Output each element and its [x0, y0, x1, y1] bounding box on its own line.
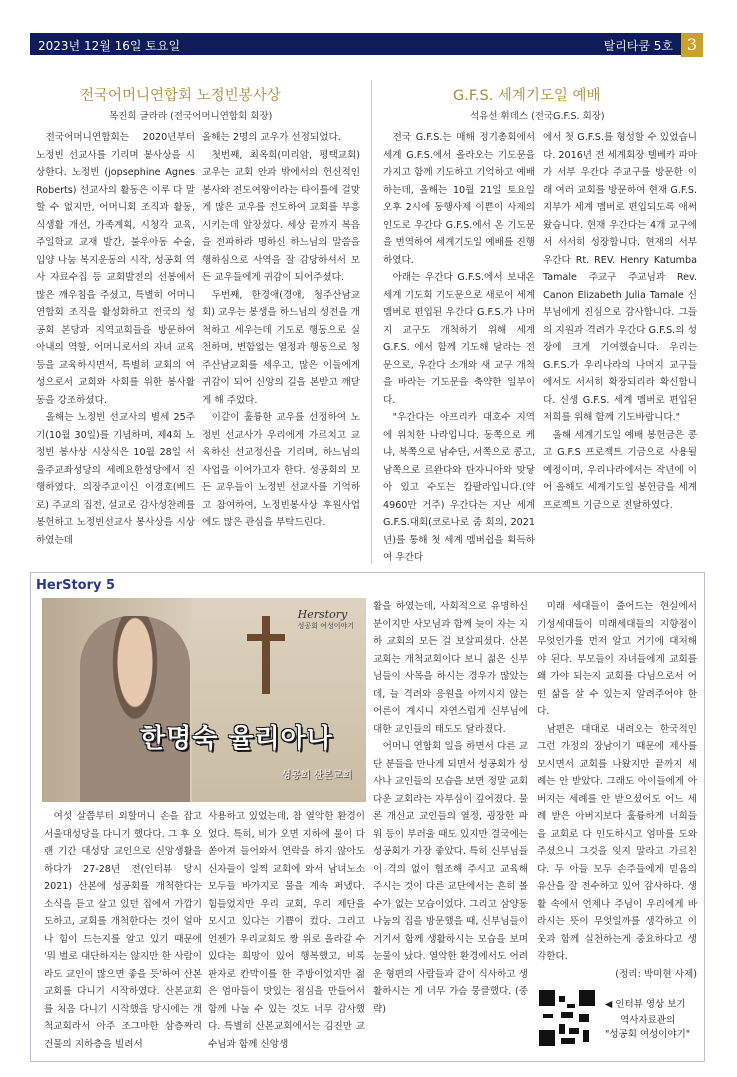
paragraph: 여섯 살쯤부터 외할머니 손을 잡고 서울대성당을 다니기 했다다. 그 후 오랜 기간 대성당 교인으로 신앙생활을 하다가 27-28년 전(인터뷰 당시 2021) 산본에 성공회를 개척한다는 소식을 듣고 살고 있던 집에서 가깝기도하고, 교회를 개척한다는 것이 얼마나 힘이 드는지를 알고 있기 때문에 '뭐 벌로 대단하지는 않지만 한 사람이라도 교인이 많으면 좋을 듯'하여 산본교회를 다니기 시작하였다. 산본교회를 처음 다니기 시작했을 당시에는 개척교회라서 아주 조그마한 삼층짜리 건물의 지하층을 빌려서 — [44, 811, 202, 1050]
herstory-column-3 — [373, 598, 528, 1018]
article1-title: 전국어머니연합회 노정빈봉사상 — [80, 88, 281, 104]
article2-column-1 — [383, 129, 535, 567]
interviewee-name: 한명숙 율리아나 — [140, 724, 333, 754]
paragraph: 전국어머니연합회는 2020년부터 노정빈 선교사를 기리며 봉사상을 시상한다. 노정빈 (jopsephine Agnes Roberts) 선교사의 활동은 이루 다 말할 수 없지만, 어머니회 조직과 활동, 식생활 개선, 가족계획, 시청각 교육, 주일학교 교재 발간, 불우아동 수술, 입양 나눔 복지운동의 시작, 성공회 역사 자료수집 등 교회발전의 선봉에서 많은 깨우침을 주셨고, 특별히 어머니연합회 조직을 활성화하고 전국의 성공회 본당과 지역교회들을 방문하여 아내의 역할, 어머니로서의 자녀 교육 등을 교육하시면서, 특별히 교회의 여성으로서 교회와 사회를 위한 봉사활동을 강조하셨다. — [36, 132, 195, 406]
paragraph: 에서 첫 G.F.S.를 형성할 수 있었습니다. 2016년 전 세계회장 텔베카 파마가 서부 우간다 주교구를 방문한 이래 여러 교회를 방문하여 현재 G.F.S.지부가 세계 멤버로 편입되도록 애써왔습니다. 현재 우간다는 4개 교구에서 서서히 성장합니다. 현재의 서부 우간다 Rt. REV. Henry Katumba Tamale 주교구 주교님과 Rev. Canon Elizabeth Julia Tamale 신부님에게 진심으로 감사합니다. 그들의 지원과 격려가 우간다 G.F.S.의 성장에 크게 기여했습니다. 우리는 G.F.S.가 우리나라의 나머지 교구들에서도 서서히 확장되리라 확신합니다. 신생 G.F.S. 세계 멤버로 편입된 저희를 위해 함께 기도바랍니다." — [543, 132, 697, 423]
paragraph: 첫번째, 최옥희(미리암, 평택교회) 교우는 교회 안과 밖에서의 헌신적인 봉사와 전도여왕이라는 타이틀에 걸맞게 많은 교우를 전도하여 교회를 부흥시키는데 앞장섰다. 세상 끝까지 복음을 전파하라 명하신 하느님의 말씀을 행하심으로 사역을 잘 감당하셔서 모든 교우들에게 귀감이 되어주셨다. — [202, 149, 360, 283]
newsletter-issue: 탈리타쿰 5호 — [603, 39, 673, 53]
article2-byline: 석유선 휘데스 (전국G.F.S. 회장) — [470, 111, 605, 122]
column-divider — [371, 80, 372, 564]
page-number: 3 — [681, 33, 703, 57]
interview-photo — [42, 598, 366, 802]
cross-bar — [247, 634, 285, 641]
paragraph: 남편은 대대로 내려오는 한국적인 그런 가정의 장남이기 때문에 제사를 모시면서 교회를 나왔지만 끝까지 세례는 안 받았다. 그래도 아이들에게 아버지는 세례를 안 받으셨어도 어느 세례 받은 아버지보다 훌륭하게 너희들을 교회로 다 인도하시고 엄마를 도와주셨으니 그것을 잊지 말라고 가르친다. 두 아들 모두 손주들에게 믿음의 유산을 잘 전수하고 있어 감사하다. 생활 속에서 언제나 주님이 우리에게 바라시는 뜻이 무엇일까를 생각하고 이웃과 함께 실천하는게 중요하다고 생각한다. — [537, 723, 697, 962]
qr-code[interactable] — [539, 990, 595, 1046]
article2-title: G.F.S. 세계기도일 예배 — [453, 88, 601, 104]
herstory-label: HerStory 5 — [36, 578, 116, 593]
paragraph: 올해 세계기도일 예배 봉헌금은 콩고 G.F.S 프로젝트 기금으로 사용될 예정이며, 우리나라에서는 작년에 이어 올해도 세계기도일 봉헌금을 세계 프로젝트 기금으로 전달하였다. — [543, 429, 697, 511]
archive-line-2: "성공회 여성이야기" — [605, 1029, 691, 1040]
herstory-column-4 — [537, 598, 697, 983]
herstory-column-1 — [44, 808, 202, 1053]
paragraph: 두번째, 한경애(경애, 청주산남교회) 교우는 봉생을 하느님의 성전을 개척하고 세우는데 기도로 행동으로 실천하며, 변함없는 열정과 행동으로 청주산남교회를 세우고, 많은 이들에게 귀감이 되어 신앙의 길을 본받고 깨닫게 해 주었다. — [202, 289, 361, 406]
portrait-figure — [80, 616, 190, 802]
interview-video-link[interactable]: ◀ 인터뷰 영상 보기 — [605, 999, 686, 1010]
article2-column-2 — [543, 129, 697, 514]
paragraph: 미래 세대들이 줄어드는 현실에서 기성세대들이 미래세대들의 지향점이 무엇인가를 먼저 알고 거기에 대처해야 된다. 부모들이 자녀들에게 교회를 왜 가야 되는지 교회를 다님으로서 어떤 삶을 살 수 있는지 알려주어야 한다. — [537, 601, 697, 717]
paragraph: 이같이 훌륭한 교우를 선정하여 노정빈 선교사가 우리에게 가르치고 교육하신 선교정신을 기리며, 하느님의 사업을 이어가고자 한다. 성공회의 모든 교우들이 노정빈 선교사를 기억하고 참여하여, 노정빈봉사상 후원사업에도 많은 관심을 부탁드린다. — [202, 412, 360, 528]
logo-subtitle: 성공회 여성이야기 — [297, 622, 354, 630]
cross-icon — [262, 616, 270, 694]
issue-date: 2023년 12월 16일 토요일 — [38, 39, 181, 53]
paragraph: 올해는 노정빈 선교사의 별세 25주기(10월 30일)를 기념하며, 제4회 노정빈 봉사상 시상식은 10월 28일 서울주교좌성당의 세례요한성당에서 진행하였다. 의장주교이신 이경호(베드로) 주교의 집전, 설교로 감사성찬례를 봉헌하고 노정빈선교사 봉사상을 시상하였는데 — [36, 412, 195, 546]
herstory-column-2 — [208, 808, 365, 1053]
herstory-logo — [298, 608, 354, 631]
paragraph: 전국 G.F.S.는 매해 정기총회에서 세계 G.F.S.에서 올라오는 기도문을 가지고 함께 기도하고 기억하고 예배하는데, 올해는 10월 21일 토요일 오후 2시에 동행사제 이쁜이 사제의 인도로 우간다 G.F.S.에서 온 기도문을 번역하여 세계기도일 예배를 진행하였다. — [383, 132, 535, 266]
article1-column-1 — [36, 129, 195, 549]
interviewee-church: 성공회 산본교회 — [281, 770, 352, 781]
archive-caption — [605, 1014, 690, 1042]
logo-script: Herstory — [297, 608, 348, 621]
paragraph: "우간다는 아프리카 대호수 지역에 위치한 나라입니다. 동쪽으로 케냐, 북쪽으로 남수단, 서쪽으로 콩고, 남쪽으로 르완다와 탄자니아와 맞닿아 있고 수도는 캄팔라입니다.(약 4960만 거주) 우간다는 지난 세계 G.F.S.대회(코로나로 줌 회의, 2021년)를 통해 첫 세계 멤버쉽을 획득하여 우간다 — [383, 412, 535, 563]
page-header-bar — [30, 33, 681, 55]
article1-column-2 — [202, 129, 360, 532]
paragraph: 어머니 연합회 일을 하면서 다른 교단 분들을 만나게 되면서 성공회가 성사나 교인들의 모습을 보면 정말 교회다운 교회라는 자부심이 깊어졌다. 물론 개신교 교인들의 열정, 굉장한 파워 등이 부러울 때도 있지만 결국에는 성공회가 가장 좋았다. 특히 신부님들이 격의 없이 협조해 주시고 교육해 주시는 것이 다른 교단에서는 흔히 볼 수가 없는 모습이었다. 그리고 삼양동 나눔의 집을 방문했을 때, 신부님들이 거기서 함께 생활하시는 모습을 보며 눈물이 났다. 열악한 환경에서도 어려운 형편의 사람들과 같이 식사하고 생활하시는 게 너무 가슴 뭉클했다. (중략) — [373, 741, 528, 1015]
paragraph: 활을 하였는데, 사회적으로 유명하신 분이지만 사모님과 함께 늦이 자는 지하 교회의 모든 걸 보살피셨다. 산본교회는 개척교회이다 보니 젊은 신부님들이 사목을 하시는 경우가 많았는데, 늘 격려와 응원을 아끼시지 않는 어른이 계시니 자연스럽게 신부님에 대한 교인들의 태도도 달라졌다. — [373, 601, 528, 735]
archive-line-1: 역사자료관의 — [620, 1015, 676, 1026]
paragraph: (정리: 박미현 사제) — [615, 968, 697, 980]
paragraph: 올해는 2명의 교우가 선정되었다. — [202, 132, 341, 143]
paragraph: 사용하고 있었는데, 참 열악한 환경이었다. 특히, 비가 오면 지하에 물이 다 쏟아져 들어와서 연락을 하지 않아도 신자들이 일찍 교회에 와서 남녀노소 모두들 바가지로 물을 계속 퍼냈다. 힘들었지만 우리 교회, 우리 제단을 모시고 있다는 기쁨이 컸다. 그리고 언젠가 우리교회도 짱 위로 올라갈 수 있다는 희망이 있어 행복했고, 비록 판자로 칸막이를 한 주방이었지만 젊은 엄마들이 맛있는 점심을 만들어서 함께 나눌 수 있는 것도 너무 감사했다. 특별히 산본교회에서는 김진만 교수님과 함께 신앙생 — [208, 811, 365, 1050]
paragraph: 아래는 우간다 G.F.S.에서 보내온 세계 기도회 기도문으로 새로이 세계 멤버로 편입된 우간다 G.F.S.가 나머지 교구도 개척하기 위해 세계 G.F.S. 에서 함께 기도해 달라는 전문으로, 우간다 소개와 새 교구 개척을 바라는 기도문을 축약한 일부이다. — [383, 272, 535, 406]
article1-byline: 목진희 글라라 (전국어머니연합회 회장) — [109, 111, 273, 122]
